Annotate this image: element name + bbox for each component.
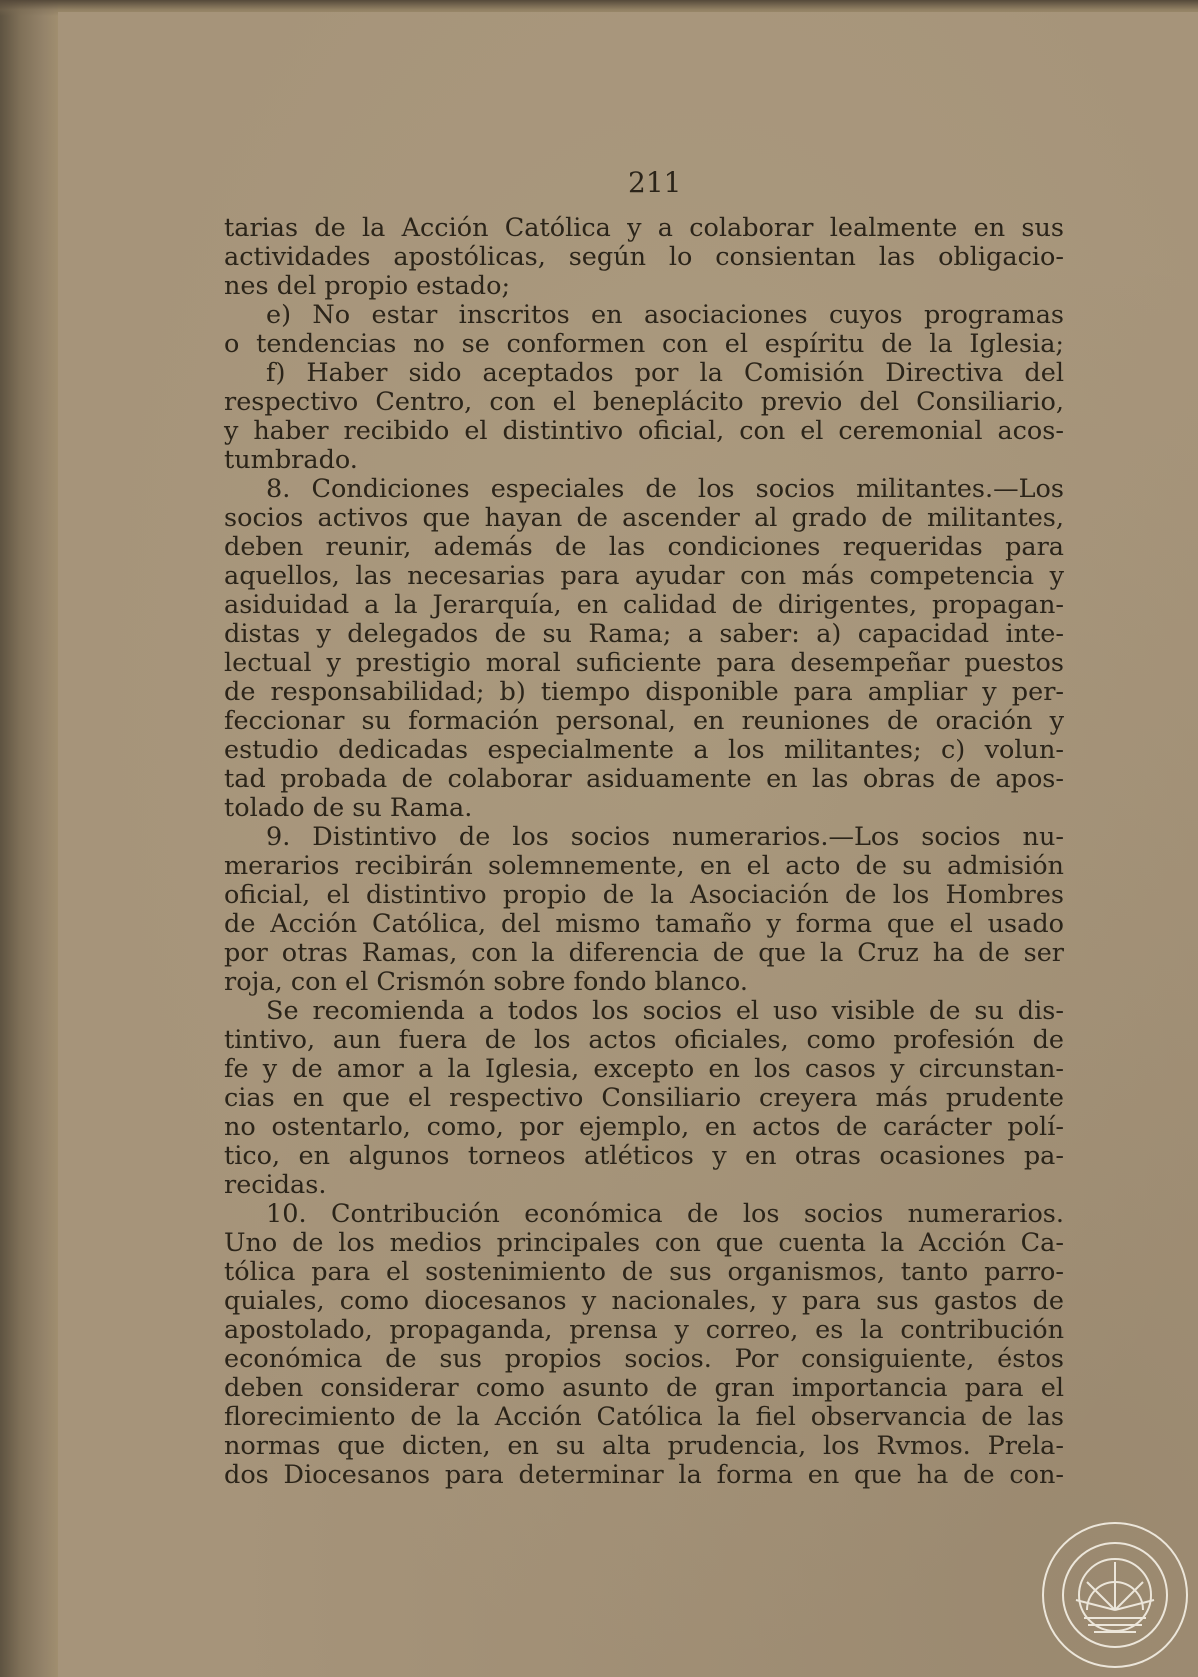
text-line: deben reunir, además de las condiciones requeridas para: [224, 532, 1064, 562]
text-line: dos Diocesanos para determinar la forma en que ha de con-: [224, 1460, 1064, 1490]
text-line: fe y de amor a la Iglesia, excepto en los casos y circunstan-: [224, 1054, 1064, 1084]
text-line: apostolado, propaganda, prensa y correo, es la contribución: [224, 1315, 1064, 1345]
text-line: asiduidad a la Jerarquía, en calidad de dirigentes, propagan-: [224, 590, 1064, 620]
academy-seal-stamp: [1040, 1520, 1190, 1670]
text-line: aquellos, las necesarias para ayudar con más competencia y: [224, 561, 1064, 591]
text-line: de Acción Católica, del mismo tamaño y forma que el usado: [224, 909, 1064, 939]
text-line: tolado de su Rama.: [224, 793, 473, 823]
text-line: cias en que el respectivo Consiliario creyera más prudente: [224, 1083, 1064, 1113]
text-line: tico, en algunos torneos atléticos y en otras ocasiones pa-: [224, 1141, 1064, 1171]
text-line: tólica para el sostenimiento de sus organismos, tanto parro-: [224, 1257, 1064, 1287]
text-line: f) Haber sido aceptados por la Comisión Directiva del: [266, 358, 1064, 388]
text-line: respectivo Centro, con el beneplácito previo del Consiliario,: [224, 387, 1064, 417]
text-line: Se recomienda a todos los socios el uso visible de su dis-: [266, 996, 1064, 1026]
text-line: no ostentarlo, como, por ejemplo, en actos de carácter polí-: [224, 1112, 1064, 1142]
text-line: tumbrado.: [224, 445, 358, 475]
text-line: Uno de los medios principales con que cuenta la Acción Ca-: [224, 1228, 1064, 1258]
text-line: nes del propio estado;: [224, 271, 511, 301]
text-line: tarias de la Acción Católica y a colaborar lealmente en sus: [224, 213, 1064, 243]
text-line: económica de sus propios socios. Por consiguiente, éstos: [224, 1344, 1064, 1374]
book-gutter: [0, 0, 58, 1677]
text-line: actividades apostólicas, según lo consientan las obligacio-: [224, 242, 1064, 272]
text-line: deben considerar como asunto de gran importancia para el: [224, 1373, 1064, 1403]
text-line: e) No estar inscritos en asociaciones cuyos programas: [266, 300, 1064, 330]
text-line: normas que dicten, en su alta prudencia, los Rvmos. Prela-: [224, 1431, 1064, 1461]
text-line: merarios recibirán solemnemente, en el acto de su admisión: [224, 851, 1064, 881]
text-line: roja, con el Crismón sobre fondo blanco.: [224, 967, 748, 997]
text-line: distas y delegados de su Rama; a saber: a) capacidad inte-: [224, 619, 1064, 649]
text-line: por otras Ramas, con la diferencia de que la Cruz ha de ser: [224, 938, 1064, 968]
text-line: tad probada de colaborar asiduamente en las obras de apos-: [224, 764, 1064, 794]
section-heading-line: 10. Contribución económica de los socios numerarios.: [266, 1199, 1064, 1229]
text-line: de responsabilidad; b) tiempo disponible para ampliar y per-: [224, 677, 1064, 707]
text-line: oficial, el distintivo propio de la Asociación de los Hombres: [224, 880, 1064, 910]
body-text: [224, 214, 1064, 1490]
text-line: feccionar su formación personal, en reuniones de oración y: [224, 706, 1064, 736]
text-line: tintivo, aun fuera de los actos oficiales, como profesión de: [224, 1025, 1064, 1055]
text-line: quiales, como diocesanos y nacionales, y para sus gastos de: [224, 1286, 1064, 1316]
text-line: florecimiento de la Acción Católica la fiel observancia de las: [224, 1402, 1064, 1432]
section-heading-line: 8. Condiciones especiales de los socios militantes.—Los: [266, 474, 1064, 504]
section-heading-line: 9. Distintivo de los socios numerarios.—Los socios nu-: [266, 822, 1064, 852]
text-line: y haber recibido el distintivo oficial, con el ceremonial acos-: [224, 416, 1064, 446]
text-line: lectual y prestigio moral suficiente para desempeñar puestos: [224, 648, 1064, 678]
text-line: o tendencias no se conformen con el espíritu de la Iglesia;: [224, 329, 1064, 359]
page-number: 211: [628, 166, 682, 199]
text-line: estudio dedicadas especialmente a los militantes; c) volun-: [224, 735, 1064, 765]
text-line: recidas.: [224, 1170, 327, 1200]
text-line: socios activos que hayan de ascender al grado de militantes,: [224, 503, 1064, 533]
